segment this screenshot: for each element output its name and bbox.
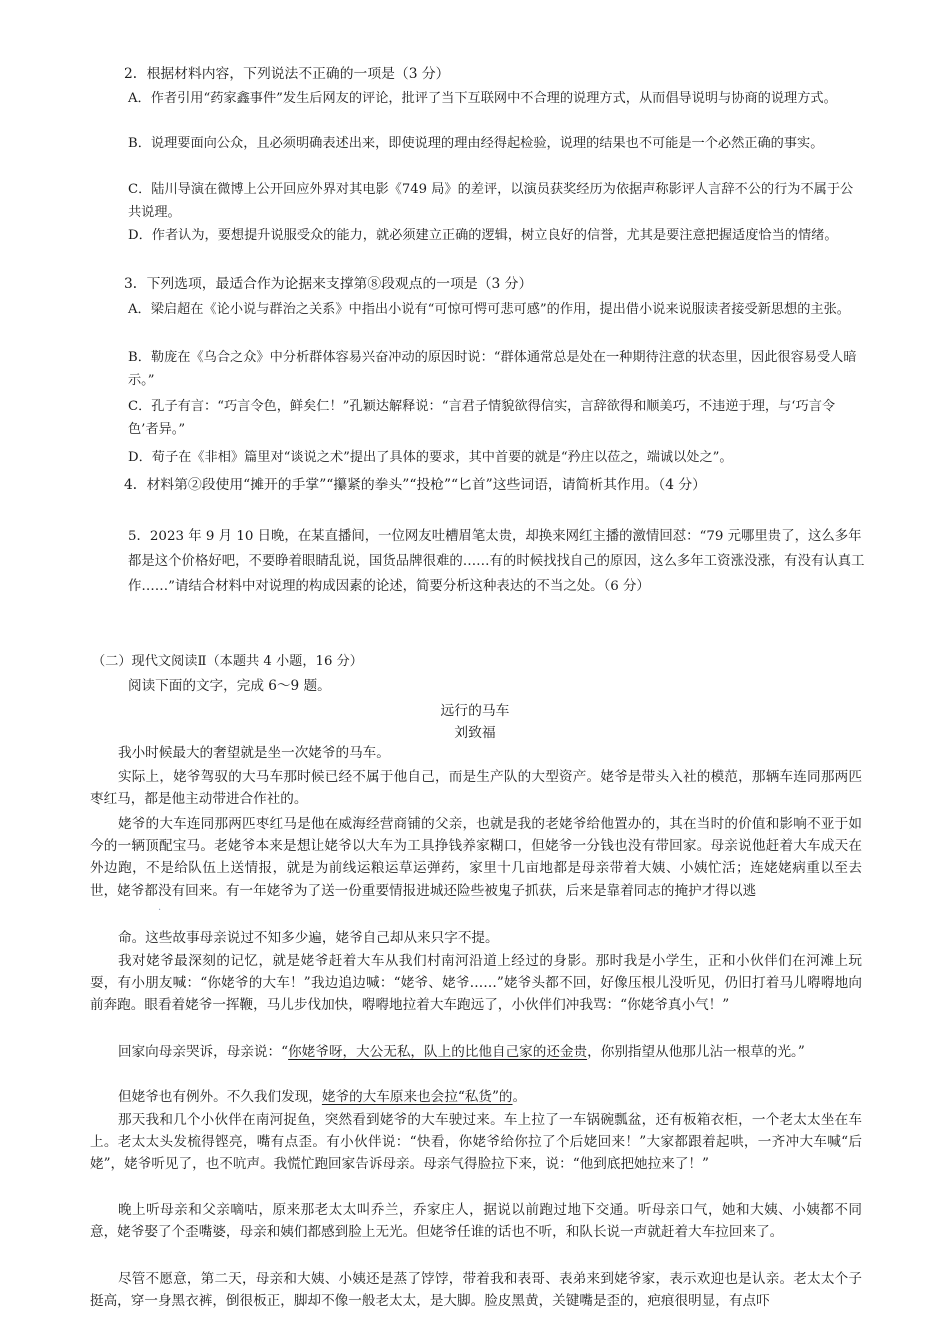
q3-option-c: C．孔子有言：“巧言令色，鲜矣仁！”孔颖达解释说：“言君子情貌欲得信实，言辞欲得和顺美巧，不违逆于理，与‘巧言令色’者异。” xyxy=(128,399,836,437)
q2-stem: 2．根据材料内容，下列说法不正确的一项是（3 分） xyxy=(124,66,450,82)
paragraph-6 xyxy=(90,1086,862,1108)
q2-option-b: B．说理要面向公众，且必须明确表述出来，即使说理的理由经得起检验，说理的结果也不可能是一个必然正确的事实。 xyxy=(128,136,824,151)
underlined-quote-2: 姥爷的大车原来也会拉“私货”的 xyxy=(321,1089,513,1105)
paragraph-5-tail: ，你别指望从他那儿沾一根草的光。” xyxy=(587,1044,805,1060)
paragraph-3-continued: 命。这些故事母亲说过不知多少遍，姥爷自己却从来只字不提。 xyxy=(118,930,499,946)
q3-stem: 3．下列选项，最适合作为论据来支撑第⑧段观点的一项是（3 分） xyxy=(124,276,533,292)
reading-instruction: 阅读下面的文字，完成 6～9 题。 xyxy=(128,678,331,694)
underlined-quote-1: 你姥爷呀，大公无私，队上的比他自己家的还金贵 xyxy=(288,1044,588,1060)
paragraph-1: 我小时候最大的奢望就是坐一次姥爷的马车。 xyxy=(118,745,390,761)
stray-dot: · xyxy=(158,905,162,916)
paragraph-8: 晚上听母亲和父亲嘀咕，原来那老太太叫乔兰，乔家庄人，据说以前跑过地下交通。听母亲口气，她和大姨、小姨都不同意，姥爷娶了个歪嘴婆，母亲和姨们都感到脸上无光。但姥爷任谁的话也不听，和队长说一声就赶着大车拉回来了。 xyxy=(90,1202,862,1241)
article-title: 远行的马车 xyxy=(440,703,510,719)
q3-option-d: D．荀子在《非相》篇里对“谈说之术”提出了具体的要求，其中首要的就是“矜庄以莅之，端诚以处之”。 xyxy=(128,450,733,465)
q3-option-b: B．勒庞在《乌合之众》中分析群体容易兴奋冲动的原因时说：“群体通常总是处在一种期待注意的状态里，因此很容易受人暗示。” xyxy=(128,350,857,388)
paragraph-3: 姥爷的大车连同那两匹枣红马是他在威海经营商铺的父亲，也就是我的老姥爷给他置办的，其在当时的价值和影响不亚于如今的一辆顶配宝马。老姥爷本来是想让姥爷以大车为工具挣钱养家糊口，但姥爷一分钱也没有带回家。母亲说他赶着大车成天在外边跑，不是给队伍上送情报，就是为前线运粮运草运弹药，家里十几亩地都是母亲带着大姨、小姨忙活；连姥姥病重以至去世，姥爷都没有回来。有一年姥爷为了送一份重要情报进城还险些被鬼子抓获，后来是靠着同志的掩护才得以逃 xyxy=(90,816,862,899)
paragraph-9: 尽管不愿意，第二天，母亲和大姨、小姨还是蒸了饽饽，带着我和表哥、表弟来到姥爷家，表示欢迎也是认亲。老太太个子挺高，穿一身黑衣裤，倒很板正，脚却不像一般老太太，是大脚。脸皮黑黄，关键嘴是歪的，疤痕很明显，有点吓 xyxy=(90,1271,862,1310)
paragraph-7: 那天我和几个小伙伴在南河捉鱼，突然看到姥爷的大车驶过来。车上拉了一车锅碗瓢盆，还有板箱衣柜，一个老太太坐在车上。老太太头发梳得铿亮，嘴有点歪。有小伙伴说：“快看，你姥爷给你拉了个后姥回来！”大家都跟着起哄，一齐冲大车喊“后姥”，姥爷听见了，也不吭声。我慌忙跑回家告诉母亲。母亲气得脸拉下来，说：“他到底把她拉来了！” xyxy=(90,1112,862,1173)
paragraph-6-lead: 但姥爷也有例外。不久我们发现， xyxy=(118,1089,322,1105)
paragraph-5 xyxy=(90,1041,862,1063)
q2-option-a: A．作者引用“药家鑫事件”发生后网友的评论，批评了当下互联网中不合理的说理方式，从而倡导说明与协商的说理方式。 xyxy=(128,91,837,106)
paragraph-4: 我对姥爷最深刻的记忆，就是姥爷赶着大车从我们村南河沿道上经过的身影。那时我是小学生，正和小伙伴们在河滩上玩耍，有小朋友喊：“你姥爷的大车！”我边追边喊：“姥爷、姥爷……”姥爷头都不回，好像压根儿没听见，仍旧打着马儿嘚嘚地向前奔跑。眼看着姥爷一挥鞭，马儿步伐加快，嘚嘚地拉着大车跑远了，小伙伴们冲我骂：“你姥爷真小气！” xyxy=(90,953,862,1014)
paragraph-2: 实际上，姥爷驾驭的大马车那时候已经不属于他自己，而是生产队的大型资产。姥爷是带头入社的模范，那辆车连同那两匹枣红马，都是他主动带进合作社的。 xyxy=(90,769,862,808)
section-header: （二）现代文阅读Ⅱ（本题共 4 小题，16 分） xyxy=(92,654,363,669)
q5-stem: 5．2023 年 9 月 10 日晚，在某直播间，一位网友吐槽眉笔太贵，却换来网红主播的激情回怼：“79 元哪里贵了，这么多年都是这个价格好吧，不要睁着眼睛乱说，国货品牌很难的……有的时候找找自己的原因，这么多年工资涨没涨，有没有认真工作……”请结合材料中对说理的构成因素的论述，简要分析这种表达的不当之处。（6 分） xyxy=(128,529,865,594)
paragraph-6-tail: 。 xyxy=(512,1089,527,1105)
q2-option-d: D．作者认为，要想提升说服受众的能力，就必须建立正确的逻辑，树立良好的信誉，尤其是要注意把握适度恰当的情绪。 xyxy=(128,228,838,243)
q4-stem: 4．材料第②段使用“摊开的手掌”“攥紧的拳头”“投枪”“匕首”这些词语，请简析其作用。（4 分） xyxy=(124,477,706,493)
paragraph-5-lead: 回家向母亲哭诉，母亲说：“ xyxy=(118,1044,289,1060)
q3-option-a: A．梁启超在《论小说与群治之关系》中指出小说有“可惊可愕可悲可感”的作用，提出借小说来说服读者接受新思想的主张。 xyxy=(128,302,850,317)
q2-option-c: C．陆川导演在微博上公开回应外界对其电影《749 局》的差评，以演员获奖经历为依据声称影评人言辞不公的行为不属于公共说理。 xyxy=(128,182,854,220)
article-author: 刘致福 xyxy=(454,725,496,741)
